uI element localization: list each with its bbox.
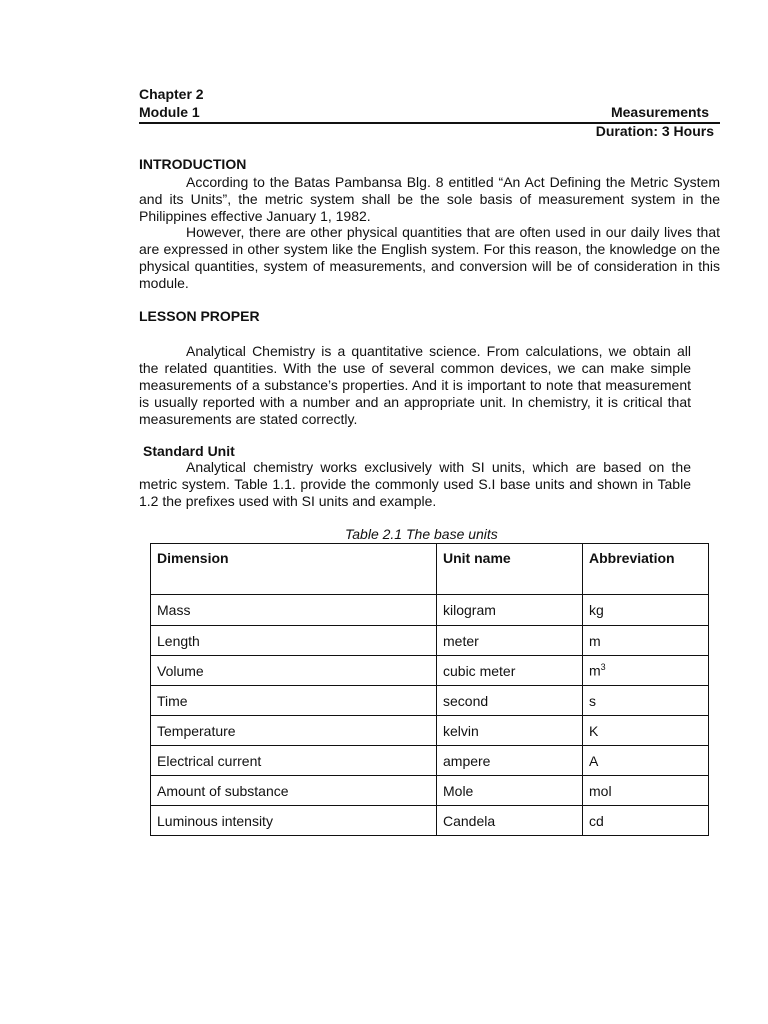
- cell-dimension: Electrical current: [151, 746, 437, 776]
- cell-abbreviation: A: [583, 746, 709, 776]
- module-title: Measurements: [610, 104, 709, 120]
- cell-abbreviation: [583, 656, 709, 686]
- abbreviation-exponent: 3: [600, 662, 606, 673]
- cell-dimension: Temperature: [151, 716, 437, 746]
- cell-dimension: Luminous intensity: [151, 806, 437, 836]
- table-row: [151, 746, 709, 776]
- lesson-paragraph: Analytical Chemistry is a quantitative science. From calculations, we obtain all the related quantities. With the use of several common devices, we can make simple measurements of a substance’s properties. And it is important to note that measurement is usually reported with a number and an appropriate unit. In chemistry, it is critical that measurements are stated correctly.: [139, 343, 691, 427]
- table-row: [151, 716, 709, 746]
- cell-abbreviation: mol: [583, 776, 709, 806]
- cell-dimension: Amount of substance: [151, 776, 437, 806]
- abbreviation-base: m: [589, 662, 601, 679]
- table-row: [151, 656, 709, 686]
- duration-label: Duration: 3 Hours: [595, 123, 714, 139]
- cell-abbreviation: s: [583, 686, 709, 716]
- introduction-heading: INTRODUCTION: [139, 156, 247, 172]
- cell-unit-name: ampere: [437, 746, 583, 776]
- cell-unit-name: kelvin: [437, 716, 583, 746]
- base-units-table: [150, 543, 709, 836]
- table-row: [151, 776, 709, 806]
- cell-abbreviation: cd: [583, 806, 709, 836]
- cell-unit-name: Candela: [437, 806, 583, 836]
- table-caption: Table 2.1 The base units: [345, 526, 498, 542]
- table-row: [151, 626, 709, 656]
- lesson-heading: LESSON PROPER: [139, 308, 260, 324]
- cell-dimension: Time: [151, 686, 437, 716]
- cell-abbreviation: m: [583, 626, 709, 656]
- cell-dimension: Length: [151, 626, 437, 656]
- cell-unit-name: second: [437, 686, 583, 716]
- chapter-label: Chapter 2: [139, 86, 204, 102]
- cell-dimension: Volume: [151, 656, 437, 686]
- introduction-paragraph-2: However, there are other physical quantities that are often used in our daily lives that are expressed in other system like the English system. For this reason, the knowledge on the physical quantities, system of measurements, and conversion will be of consideration in this module.: [139, 224, 720, 291]
- cell-unit-name: meter: [437, 626, 583, 656]
- cell-abbreviation: K: [583, 716, 709, 746]
- cell-unit-name: kilogram: [437, 595, 583, 626]
- table-row: [151, 806, 709, 836]
- cell-dimension: Mass: [151, 595, 437, 626]
- table-row: [151, 686, 709, 716]
- header-unit-name: Unit name: [437, 544, 583, 595]
- table-header-row: [151, 544, 709, 595]
- cell-unit-name: Mole: [437, 776, 583, 806]
- introduction-paragraph-1: According to the Batas Pambansa Blg. 8 entitled “An Act Defining the Metric System and its Units”, the metric system shall be the sole basis of measurement system in the Philippines effective January 1, 1982.: [139, 174, 720, 224]
- header-dimension: Dimension: [151, 544, 437, 595]
- module-label: Module 1: [139, 104, 200, 120]
- standard-unit-heading: Standard Unit: [143, 443, 235, 459]
- standard-unit-paragraph: Analytical chemistry works exclusively with SI units, which are based on the metric system. Table 1.1. provide the commonly used S.I base units and shown in Table 1.2 the prefixes used with SI units and example.: [139, 459, 691, 509]
- cell-abbreviation: kg: [583, 595, 709, 626]
- header-abbreviation: Abbreviation: [583, 544, 709, 595]
- cell-unit-name: cubic meter: [437, 656, 583, 686]
- table-row: [151, 595, 709, 626]
